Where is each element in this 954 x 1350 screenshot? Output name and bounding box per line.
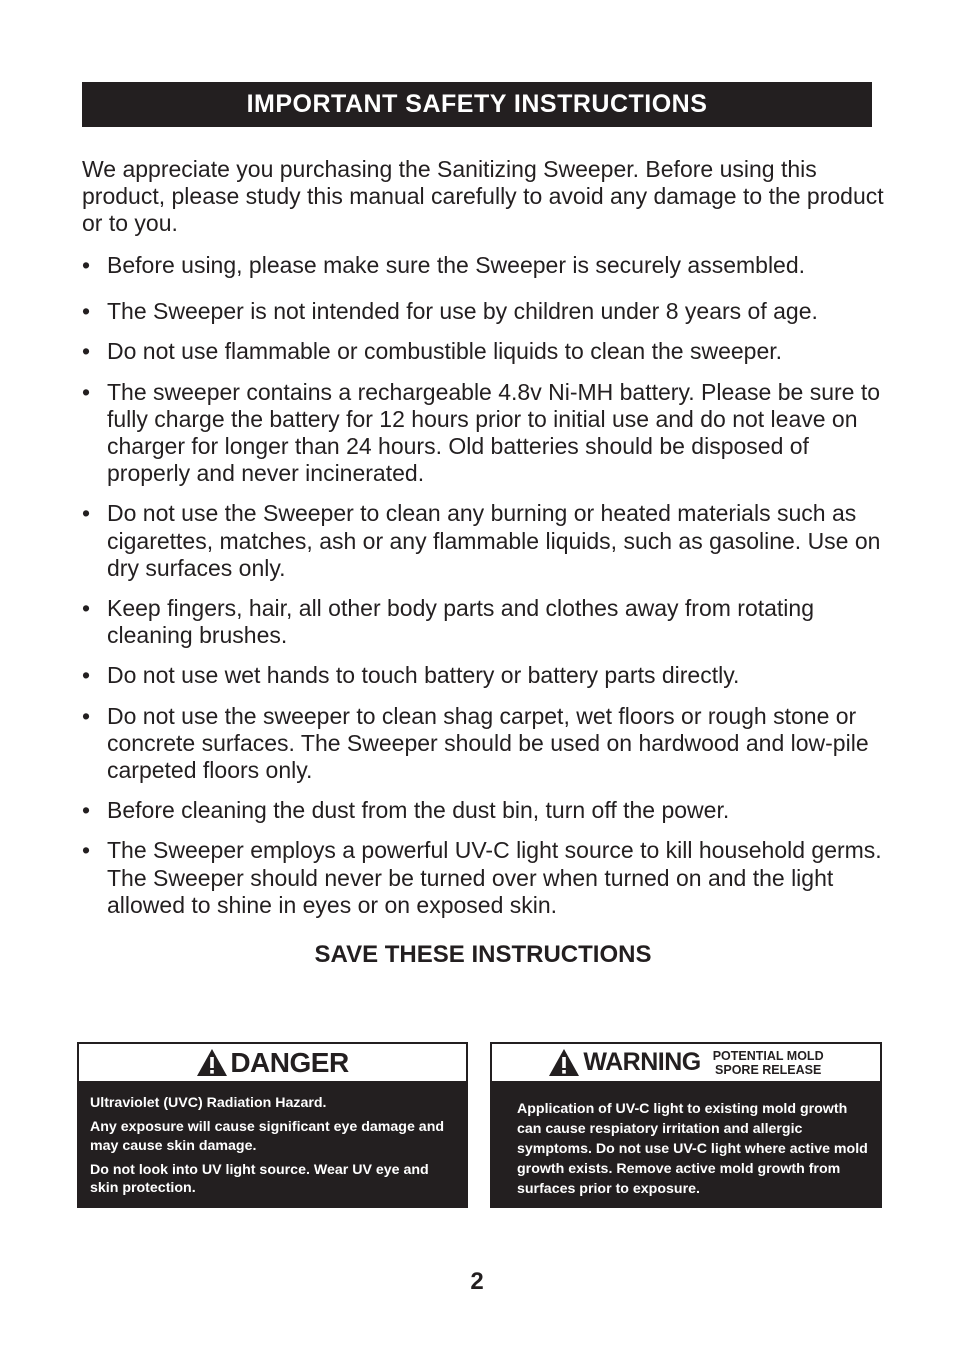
- bullet-dot: •: [82, 797, 91, 824]
- bullet-dot: •: [82, 298, 91, 325]
- warning-signal-word: WARNING: [583, 1048, 701, 1076]
- bullet-text: Before using, please make sure the Sweeper is securely assembled.: [107, 252, 806, 278]
- page-number: 2: [470, 1268, 484, 1295]
- list-item: [82, 252, 897, 279]
- list-item: [82, 837, 897, 919]
- danger-signal-word: DANGER: [230, 1046, 349, 1078]
- warning-triangle-icon: [548, 1048, 580, 1077]
- danger-label-header: [79, 1044, 466, 1083]
- bullet-text: The sweeper contains a rechargeable 4.8v Ni-MH battery. Please be sure to fully charge the battery for 12 hours prior to initial use and do not leave on charger for longer than 24 hours. Old batteries should be disposed of properly and never incinerated.: [107, 378, 881, 487]
- warning-subtitle: [713, 1049, 824, 1077]
- list-item: [82, 662, 897, 689]
- danger-label: [77, 1042, 468, 1208]
- bullet-text: The Sweeper employs a powerful UV-C light source to kill household germs. The Sweeper should never be turned over when turned on and the light allowed to shine in eyes or on exposed skin.: [107, 837, 882, 918]
- list-item: [82, 595, 897, 649]
- section-title: IMPORTANT SAFETY INSTRUCTIONS: [246, 90, 708, 118]
- danger-label-body: [79, 1083, 466, 1208]
- bullet-dot: •: [82, 252, 91, 278]
- danger-line: Any exposure will cause significant eye damage and may cause skin damage.: [90, 1119, 445, 1154]
- save-instructions-heading: SAVE THESE INSTRUCTIONS: [314, 941, 652, 968]
- section-title-bar: [82, 82, 872, 127]
- list-item: [82, 797, 897, 824]
- warning-label-header: [492, 1044, 880, 1083]
- danger-line: Do not look into UV light source. Wear UV eye and skin protection.: [90, 1161, 429, 1197]
- bullet-text: Do not use wet hands to touch battery or battery parts directly.: [107, 662, 740, 689]
- bullet-text: Before cleaning the dust from the dust bin, turn off the power.: [107, 797, 730, 824]
- list-item: [82, 703, 897, 785]
- bullet-dot: •: [82, 837, 91, 864]
- list-item: [82, 338, 897, 365]
- safety-bullet-list: [82, 252, 897, 932]
- warning-signal: [548, 1048, 823, 1077]
- bullet-text: Do not use the Sweeper to clean any burning or heated materials such as cigarettes, matches, ash or any flammable liquids, such as gasoline. Use on dry surfaces only.: [107, 500, 881, 581]
- bullet-dot: •: [82, 500, 91, 527]
- warning-triangle-icon: [196, 1048, 228, 1077]
- warning-subtitle-line: SPORE RELEASE: [715, 1062, 822, 1077]
- list-item: [82, 379, 897, 488]
- bullet-dot: •: [82, 702, 91, 729]
- warning-label-body: [492, 1083, 880, 1208]
- bullet-dot: •: [82, 595, 91, 622]
- list-item: [82, 500, 897, 582]
- bullet-text: The Sweeper is not intended for use by children under 8 years of age.: [107, 298, 818, 325]
- bullet-dot: •: [82, 662, 91, 689]
- bullet-text: Do not use flammable or combustible liquids to clean the sweeper.: [107, 338, 783, 365]
- bullet-dot: •: [82, 338, 91, 365]
- list-item: [82, 298, 897, 325]
- bullet-dot: •: [82, 378, 91, 405]
- warning-label: [490, 1042, 882, 1208]
- warning-subtitle-line: POTENTIAL MOLD: [712, 1048, 824, 1063]
- bullet-text: Keep fingers, hair, all other body parts and clothes away from rotating cleaning brushes.: [107, 595, 815, 649]
- intro-paragraph: We appreciate you purchasing the Sanitizing Sweeper. Before using this product, please study this manual carefully to avoid any damage to the product or to you.: [82, 156, 884, 237]
- bullet-text: Do not use the sweeper to clean shag carpet, wet floors or rough stone or concrete surfaces. The Sweeper should be used on hardwood and low-pile carpeted floors only.: [107, 702, 869, 784]
- danger-line: Ultraviolet (UVC) Radiation Hazard.: [90, 1095, 327, 1111]
- warning-text: Application of UV-C light to existing mold growth can cause respiatory irritation and allergic symptoms. Do not use UV-C light where active mold growth exists. Remove active mold growth from surfaces prior to exposure.: [517, 1101, 868, 1197]
- danger-signal: [196, 1047, 348, 1079]
